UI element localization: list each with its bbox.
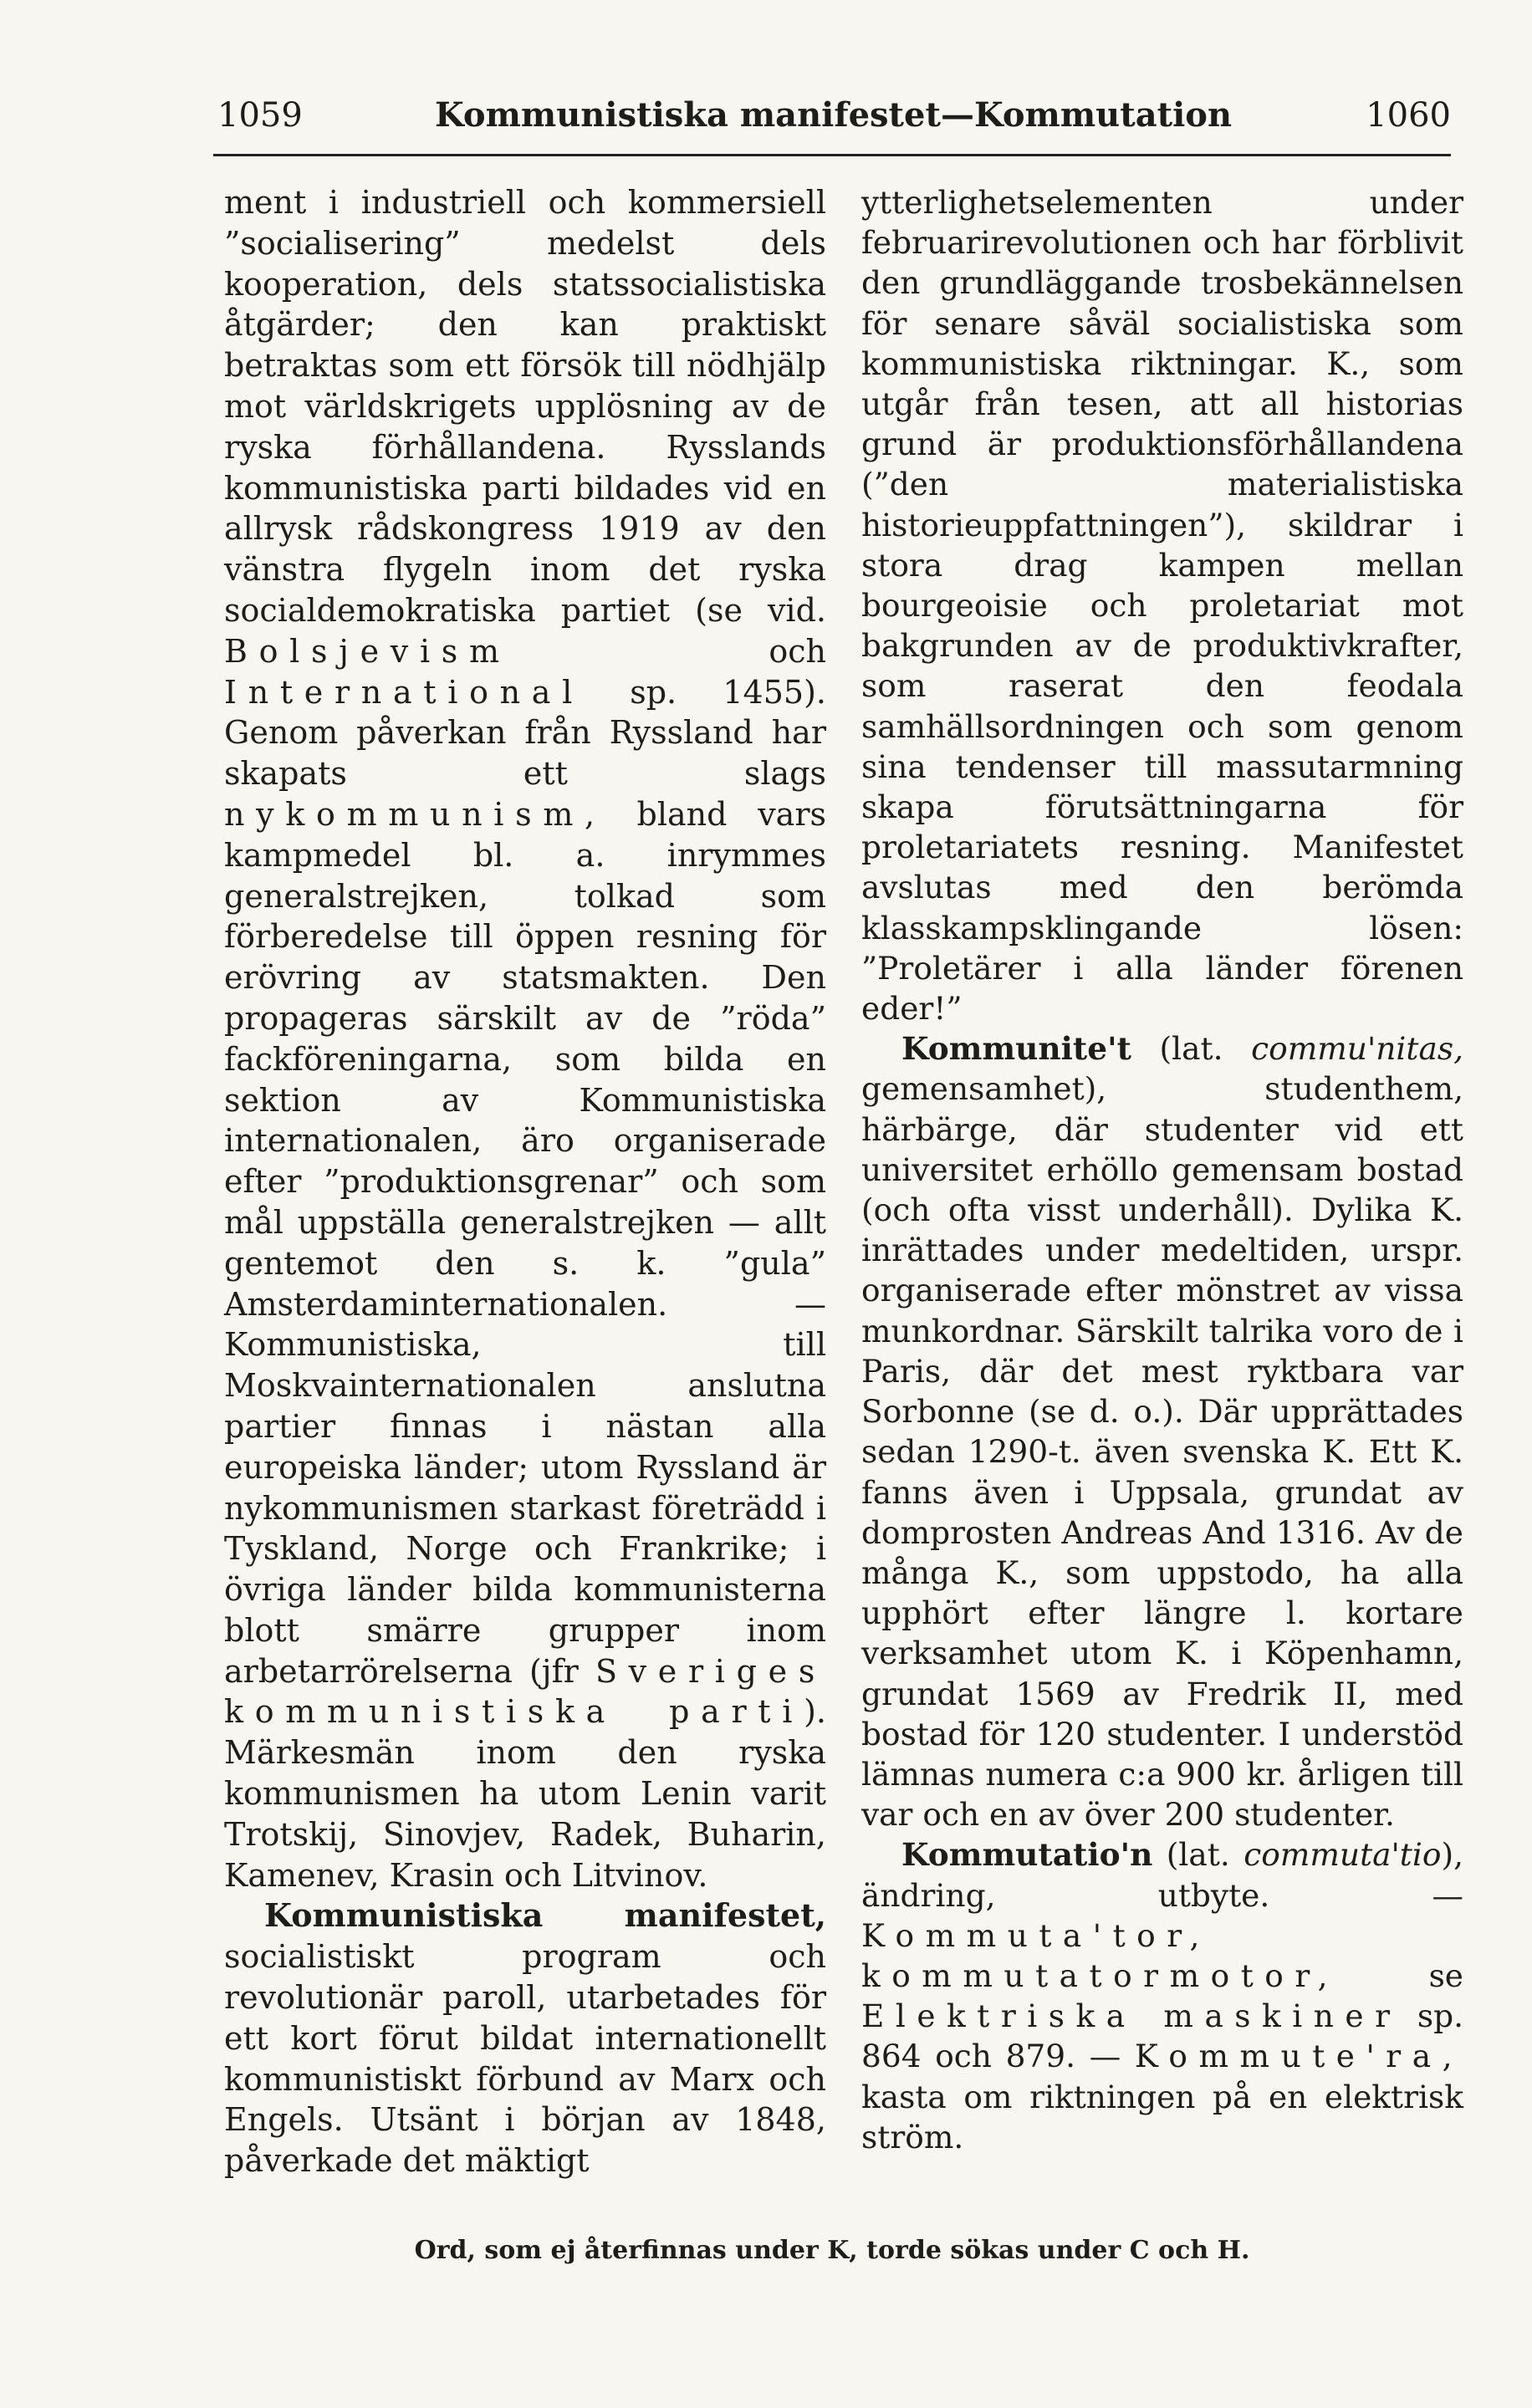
running-title: Kommunistiska manifestet—Kommutation [435,95,1233,135]
text-segment: ytterlighetselementen under februarirevolutionen och har förblivit den grundläggande trosbekännelsen för senare såväl socialistiska som kommunistiska riktningar. K., som utgår från tesen, att all historias grund är produktionsförhållandena (”den materialistiska historieuppfattningen”), skildrar i stora drag kampen mellan bourgeoisie och proletariat mot bakgrunden av de produktivkrafter, som raserat den feodala samhällsordningen och som genom sina tendenser till massutarmning skapa förutsättningarna för proletariatets resning. Manifestet avslutas med den berömda klasskampsklingande lösen: ”Proletärer i alla länder förenen eder!” [861,184,1463,1028]
headword: Kommunistiska manifestet, [264,1896,826,1935]
header-rule [213,154,1451,156]
text-segment: ). Märkesmän inom den ryska kommunismen ha utom Lenin varit Trotskij, Sinovjev, Radek, Buharin, Kamenev, Krasin och Litvinov. [224,1693,826,1894]
page-footer-note: Ord, som ej återfinnas under K, torde sökas under C och H. [414,2236,1250,2265]
cross-reference: International [224,673,584,711]
text-segment: (lat. [1166,1836,1230,1874]
text-segment: och [769,632,826,670]
cross-reference: Sveriges kommunistiska parti [224,1652,826,1731]
text-segment: bland vars kampmedel bl. a. inrymmes generalstrejken, tolkad som förberedelse till öppen resning för erövring av statsmakten. Den propageras särskilt av de ”röda” fackföreningarna, som bilda en sektion av Kommunistiska internationalen, äro organiserade efter ”produktionsgrenar” och som mål uppställa generalstrejken — allt gentemot den s. k. ”gula” Amsterdaminternationalen. — Kommunistiska, till Moskvainternationalen anslutna partier finnas i nästan alla europeiska länder; utom Ryssland är nykommunismen starkast företrädd i Tyskland, Norge och Frankrike; i övriga länder bilda kommunisterna blott smärre grupper inom arbetarrörelserna (jfr [224,795,826,1690]
entry-kommunistiska-manifestet [224,1895,826,2181]
page-number-left: 1059 [217,96,303,135]
cross-reference: Bolsjevism [224,632,511,670]
latin-term: commu'nitas, [1251,1030,1464,1068]
left-column [224,182,826,2181]
entry-kommunitet [861,1028,1463,1834]
page-number-right: 1060 [1366,96,1451,135]
cross-reference: Kommute'ra, [1134,2038,1463,2075]
entry-kommutation [861,1834,1463,2157]
text-segment: sp. 1455). Genom påverkan från Ryssland har skapats ett slags [224,673,826,793]
entry-kommunism-continued [224,182,826,1895]
headword: Kommutatio'n [901,1836,1153,1874]
cross-reference: nykommunism, [224,795,606,833]
cross-reference: Elektriska maskiner [861,1997,1402,2035]
text-segment: se [1428,1956,1463,1994]
latin-term: commuta'tio [1243,1836,1442,1874]
text-segment: ), ändring, utbyte. — [861,1836,1464,1914]
text-segment: sp. 864 och 879. — [861,1997,1464,2075]
page-header [201,90,1451,140]
right-column [861,182,1463,2157]
text-segment: (lat. [1159,1030,1223,1068]
text-segment: ment i industriell och kommersiell ”socialisering” medelst dels kooperation, dels statssocialistiska åtgärder; den kan praktiskt betraktas som ett försök till nödhjälp mot världskrigets upplösning av de ryska förhållandena. Rysslands kommunistiska parti bildades vid en allrysk rådskongress 1919 av den vänstra flygeln inom det ryska socialdemokratiska partiet (se vid. [224,184,826,629]
text-segment: gemensamhet), studenthem, härbärge, där studenter vid ett universitet erhöllo gemensam bostad (och ofta visst underhåll). Dylika K. inrättades under medeltiden, urspr. organiserade efter mönstret av vissa munkordnar. Särskilt talrika voro de i Paris, där det mest ryktbara var Sorbonne (se d. o.). Där upprättades sedan 1290-t. även svenska K. Ett K. fanns även i Uppsala, grundat av domprosten Andreas And 1316. Av de många K., som uppstodo, ha alla upphört efter längre l. kortare verksamhet utom K. i Köpenhamn, grundat 1569 av Fredrik II, med bostad för 120 studenter. I understöd lämnas numera c:a 900 kr. årligen till var och en av över 200 studenter. [861,1070,1463,1834]
cross-reference: Kommuta'tor, kommutatormotor, [861,1916,1340,1994]
text-segment: socialistiskt program och revolutionär paroll, utarbetades för ett kort förut bildat internationellt kommunistiskt förbund av Marx och Engels. Utsänt i början av 1848, påverkade det mäktigt [224,1938,826,2180]
headword: Kommunite't [901,1030,1131,1068]
entry-manifestet-continued [861,182,1463,1028]
text-segment: kasta om riktningen på en elektrisk ström. [861,2078,1463,2155]
